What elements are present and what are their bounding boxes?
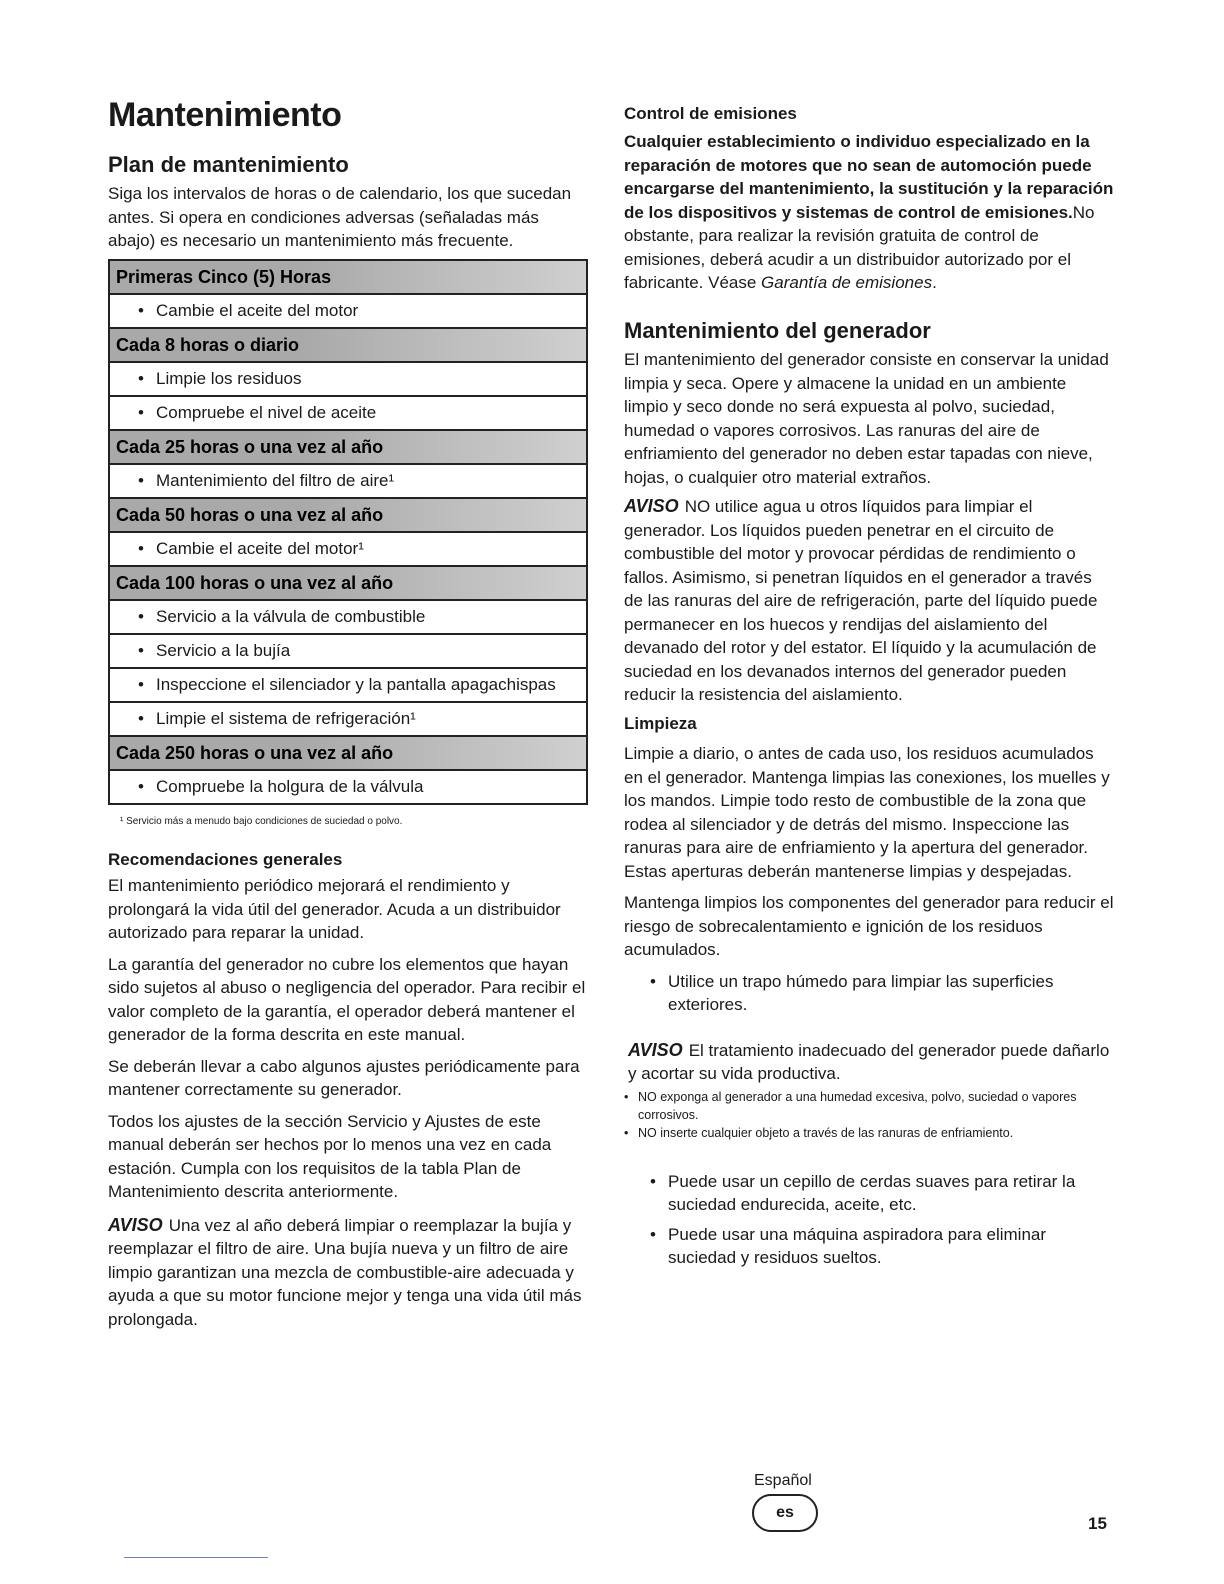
generator-heading: Mantenimiento del generador xyxy=(624,318,931,343)
aviso-label: AVISO xyxy=(628,1039,683,1060)
schedule-header: Primeras Cinco (5) Horas xyxy=(110,261,586,295)
schedule-item: • Compruebe la holgura de la válvula xyxy=(110,771,586,805)
generator-maintenance-section xyxy=(624,318,1114,707)
schedule-item: • Compruebe el nivel de aceite xyxy=(110,397,586,431)
plan-section xyxy=(108,152,588,253)
general-paragraph: El mantenimiento periódico mejorará el rendimiento y prolongará la vida útil del generador. Acuda a un distribuidor autorizado para reparar la unidad. xyxy=(108,876,561,942)
language-badge: es xyxy=(752,1494,818,1532)
schedule-item: • Limpie los residuos xyxy=(110,363,586,397)
divider xyxy=(124,1557,268,1558)
general-paragraph: La garantía del generador no cubre los elementos que hayan sido sujetos al abuso o negligencia del operador. Para recibir el valor completo de la garantía, el operador deberá mantener el generador de la forma descrita en este manual. xyxy=(108,954,586,1044)
schedule-item: • Cambie el aceite del motor xyxy=(110,295,586,329)
cleaning-paragraph: Limpie a diario, o antes de cada uso, los residuos acumulados en el generador. Mantenga limpias las conexiones, los muelles y los mandos. Limpie todo resto de combustible de la zona que rodea al silenciador y de detrás del mismo. Inspeccione las ranuras para aire de enfriamiento y la apertura del generador. Estas aperturas deberán mantenerse limpias y despejadas. xyxy=(624,744,1110,881)
schedule-header: Cada 8 horas o diario xyxy=(110,329,586,363)
aviso-label: AVISO xyxy=(624,496,679,516)
cleaning-section xyxy=(624,714,1114,1270)
schedule-item: • Cambie el aceite del motor¹ xyxy=(110,533,586,567)
list-item: • Utilice un trapo húmedo para limpiar las superficies exteriores. xyxy=(650,971,1054,1014)
schedule-item: • Servicio a la bujía xyxy=(110,635,586,669)
general-recommendations-section xyxy=(108,850,588,1331)
general-paragraph: Todos los ajustes de la sección Servicio y Ajustes de este manual deberán ser hechos por lo menos una vez en cada estación. Cumpla con los requisitos de la tabla Plan de Mantenimiento descrita anteriormente. xyxy=(108,1111,552,1201)
schedule-header: Cada 50 horas o una vez al año xyxy=(110,499,586,533)
list-item: • NO inserte cualquier objeto a través de las ranuras de enfriamiento. xyxy=(624,1125,1014,1140)
list-item: • NO exponga al generador a una humedad excesiva, polvo, suciedad o vapores corrosivos. xyxy=(624,1089,1077,1122)
schedule-header: Cada 250 horas o una vez al año xyxy=(110,737,586,771)
aviso-list xyxy=(624,1088,1114,1142)
aviso-note: AVISO NO utilice agua u otros líquidos para limpiar el generador. Los líquidos pueden penetrar en el circuito de combustible del motor y provocar pérdidas de rendimiento o fallos. Asimismo, si penetran líquidos en el generador a través de las ranuras del aire de refrigeración, parte del líquido puede permanecer en los huecos y rendijas del aislamiento del devanado del rotor y del estator. El líquido y la acumulación de suciedad en los devanados internos del generador pueden reducir la resistencia del aislamiento. xyxy=(624,496,1098,704)
cleaning-paragraph: Mantenga limpios los componentes del generador para reducir el riesgo de sobrecalentamiento e ignición de los residuos acumulados. xyxy=(624,893,1114,959)
page-title: Mantenimiento xyxy=(108,96,342,134)
maintenance-schedule-table xyxy=(108,259,588,805)
general-heading: Recomendaciones generales xyxy=(108,850,343,869)
language-label: Español xyxy=(754,1472,812,1489)
emissions-paragraph: Cualquier establecimiento o individuo especializado en la reparación de motores que no sean de automoción puede encargarse del mantenimiento, la sustitución y la reparación de los dispositivos y sistemas de control de emisiones.No obstante, para realizar la revisión gratuita de control de emisiones, deberá acudir a un distribuidor autorizado por el fabricante. Véase Garantía de emisiones. xyxy=(624,132,1114,292)
generator-paragraph: El mantenimiento del generador consiste en conservar la unidad limpia y seca. Opere y almacene la unidad en un ambiente limpio y seco donde no será expuesta al polvo, suciedad, humedad o vapores corrosivos. Las ranuras del aire de enfriamiento del generador no deben estar tapadas con nieve, hojas, o cualquier otro material extraños. xyxy=(624,350,1109,487)
general-paragraph: Se deberán llevar a cabo algunos ajustes periódicamente para mantener correctamente su generador. xyxy=(108,1056,580,1099)
schedule-item: • Inspeccione el silenciador y la pantalla apagachispas xyxy=(110,669,586,703)
plan-intro: Siga los intervalos de horas o de calendario, los que sucedan antes. Si opera en condiciones adversas (señaladas más abajo) es necesario un mantenimiento más frecuente. xyxy=(108,184,572,250)
schedule-header: Cada 100 horas o una vez al año xyxy=(110,567,586,601)
aviso-label: AVISO xyxy=(108,1214,163,1235)
emissions-section xyxy=(624,104,1114,295)
cleaning-list xyxy=(646,1170,1114,1270)
schedule-item: • Limpie el sistema de refrigeración¹ xyxy=(110,703,586,737)
list-item: • Puede usar un cepillo de cerdas suaves para retirar la suciedad endurecida, aceite, etc. xyxy=(650,1171,1076,1214)
aviso-note: AVISO El tratamiento inadecuado del generador puede dañarlo y acortar su vida productiva. xyxy=(628,1039,1110,1083)
schedule-item: • Servicio a la válvula de combustible xyxy=(110,601,586,635)
cleaning-list xyxy=(646,970,1114,1017)
plan-heading: Plan de mantenimiento xyxy=(108,152,349,177)
schedule-item: • Mantenimiento del filtro de aire¹ xyxy=(110,465,586,499)
page-number: 15 xyxy=(1088,1514,1107,1533)
schedule-header: Cada 25 horas o una vez al año xyxy=(110,431,586,465)
cleaning-heading: Limpieza xyxy=(624,714,697,733)
aviso-note: AVISO Una vez al año deberá limpiar o reemplazar la bujía y reemplazar el filtro de aire. Una bujía nueva y un filtro de aire limpio garantizan una mezcla de combustible-aire adecuada y ayuda a que su motor funcione mejor y tenga una vida útil más prolongada. xyxy=(108,1214,582,1329)
emissions-heading: Control de emisiones xyxy=(624,104,797,123)
table-footnote: ¹ Servicio más a menudo bajo condiciones de suciedad o polvo. xyxy=(120,816,403,827)
list-item: • Puede usar una máquina aspiradora para eliminar suciedad y residuos sueltos. xyxy=(650,1224,1047,1267)
